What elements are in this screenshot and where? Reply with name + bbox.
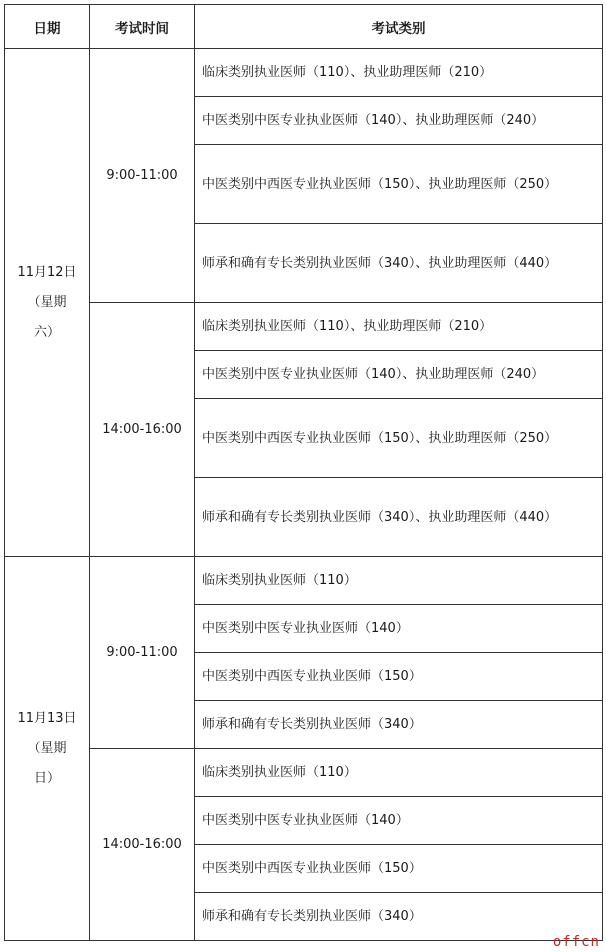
category-cell: 师承和确有专长类别执业医师（340）、执业助理医师（440） — [195, 478, 603, 557]
weekday-text: （星期 — [27, 294, 67, 310]
header-date: 日期 — [5, 5, 90, 49]
category-cell: 中医类别中西医专业执业医师（150） — [195, 845, 603, 893]
category-cell: 师承和确有专长类别执业医师（340） — [195, 701, 603, 749]
category-cell: 中医类别中西医专业执业医师（150）、执业助理医师（250） — [195, 399, 603, 478]
table-row — [5, 749, 603, 797]
category-cell: 师承和确有专长类别执业医师（340） — [195, 893, 603, 941]
category-cell: 中医类别中医专业执业医师（140）、执业助理医师（240） — [195, 351, 603, 399]
category-cell: 中医类别中西医专业执业医师（150）、执业助理医师（250） — [195, 145, 603, 224]
weekday-text: 日） — [33, 770, 60, 786]
category-cell: 临床类别执业医师（110）、执业助理医师（210） — [195, 303, 603, 351]
category-cell: 临床类别执业医师（110） — [195, 557, 603, 605]
time-cell: 14:00-16:00 — [90, 303, 195, 557]
header-row — [5, 5, 603, 49]
watermark-logo: offcn — [552, 934, 600, 950]
table-row — [5, 49, 603, 97]
date-cell-day2 — [5, 557, 90, 941]
table-row — [5, 557, 603, 605]
date-cell-day1 — [5, 49, 90, 557]
exam-schedule-table — [4, 4, 603, 941]
date-text: 11月12日 — [17, 264, 77, 280]
header-category: 考试类别 — [195, 5, 603, 49]
time-cell: 9:00-11:00 — [90, 557, 195, 749]
header-time: 考试时间 — [90, 5, 195, 49]
time-cell: 9:00-11:00 — [90, 49, 195, 303]
date-text: 11月13日 — [17, 710, 77, 726]
category-cell: 中医类别中西医专业执业医师（150） — [195, 653, 603, 701]
table-row — [5, 303, 603, 351]
category-cell: 中医类别中医专业执业医师（140） — [195, 605, 603, 653]
time-cell: 14:00-16:00 — [90, 749, 195, 941]
weekday-text: （星期 — [27, 740, 67, 756]
category-cell: 中医类别中医专业执业医师（140） — [195, 797, 603, 845]
category-cell: 临床类别执业医师（110）、执业助理医师（210） — [195, 49, 603, 97]
category-cell: 临床类别执业医师（110） — [195, 749, 603, 797]
weekday-text: 六） — [33, 324, 60, 340]
category-cell: 中医类别中医专业执业医师（140）、执业助理医师（240） — [195, 97, 603, 145]
category-cell: 师承和确有专长类别执业医师（340）、执业助理医师（440） — [195, 224, 603, 303]
